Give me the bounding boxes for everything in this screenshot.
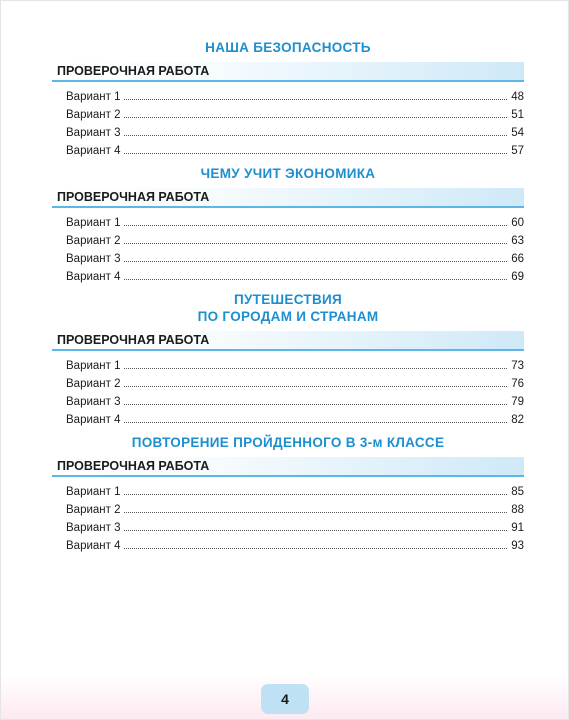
toc-section [52,31,524,157]
toc-entry[interactable] [52,211,524,229]
entry-list [52,208,524,283]
entry-page: 82 [511,414,524,426]
entry-page: 63 [511,235,524,247]
toc-entry[interactable] [52,498,524,516]
entry-page: 48 [511,91,524,103]
toc-entry[interactable] [52,390,524,408]
entry-label: Вариант 2 [66,109,121,121]
section-title-line: ПУТЕШЕСТВИЯ [233,292,343,307]
toc-entry[interactable] [52,534,524,552]
entry-list [52,351,524,426]
entry-page: 66 [511,253,524,265]
entry-label: Вариант 1 [66,360,121,372]
entry-label: Вариант 3 [66,253,121,265]
dot-leader [124,134,508,136]
toc-entry[interactable] [52,229,524,247]
toc-entry[interactable] [52,265,524,283]
toc-entry[interactable] [52,516,524,534]
entry-page: 69 [511,271,524,283]
entry-page: 85 [511,486,524,498]
dot-leader [124,116,508,118]
section-title-line: ПО ГОРОДАМ И СТРАНАМ [197,309,379,324]
toc-entry[interactable] [52,408,524,426]
entry-page: 76 [511,378,524,390]
entry-label: Вариант 4 [66,145,121,157]
dot-leader [124,385,508,387]
entry-page: 57 [511,145,524,157]
section-title [52,165,524,182]
entry-page: 54 [511,127,524,139]
subheading: ПРОВЕРОЧНАЯ РАБОТА [52,188,524,208]
entry-label: Вариант 3 [66,127,121,139]
dot-leader [124,403,508,405]
entry-page: 88 [511,504,524,516]
entry-page: 60 [511,217,524,229]
toc-section [52,434,524,552]
dot-leader [124,529,508,531]
toc-entry[interactable] [52,139,524,157]
section-title [52,434,524,451]
subheading: ПРОВЕРОЧНАЯ РАБОТА [52,457,524,477]
entry-page: 91 [511,522,524,534]
entry-label: Вариант 1 [66,91,121,103]
dot-leader [124,98,508,100]
entry-label: Вариант 4 [66,540,121,552]
toc-section [52,165,524,283]
dot-leader [124,547,508,549]
entry-label: Вариант 1 [66,486,121,498]
dot-leader [124,278,508,280]
section-title-line: ПОВТОРЕНИЕ ПРОЙДЕННОГО В 3-м КЛАССЕ [131,435,445,450]
dot-leader [124,511,508,513]
entry-label: Вариант 2 [66,378,121,390]
toc-entry[interactable] [52,121,524,139]
section-title-line: ЧЕМУ УЧИТ ЭКОНОМИКА [200,166,376,181]
toc-section [52,291,524,426]
entry-label: Вариант 4 [66,271,121,283]
entry-label: Вариант 2 [66,504,121,516]
dot-leader [124,493,508,495]
entry-list [52,82,524,157]
page-number-badge [261,684,309,714]
entry-label: Вариант 3 [66,522,121,534]
entry-page: 93 [511,540,524,552]
toc-entry[interactable] [52,372,524,390]
section-title-line: НАША БЕЗОПАСНОСТЬ [205,40,371,55]
subheading: ПРОВЕРОЧНАЯ РАБОТА [52,62,524,82]
toc-entry[interactable] [52,103,524,121]
entry-page: 79 [511,396,524,408]
entry-label: Вариант 4 [66,414,121,426]
entry-label: Вариант 3 [66,396,121,408]
dot-leader [124,152,508,154]
dot-leader [124,421,508,423]
toc-entry[interactable] [52,247,524,265]
dot-leader [124,224,508,226]
entry-label: Вариант 2 [66,235,121,247]
section-title [52,291,524,325]
dot-leader [124,242,508,244]
toc-entry[interactable] [52,85,524,103]
entry-list [52,477,524,552]
dot-leader [124,367,508,369]
entry-page: 51 [511,109,524,121]
entry-label: Вариант 1 [66,217,121,229]
page-number: 4 [281,691,289,707]
section-title [52,39,524,56]
table-of-contents [52,31,524,560]
toc-entry[interactable] [52,354,524,372]
entry-page: 73 [511,360,524,372]
dot-leader [124,260,508,262]
subheading: ПРОВЕРОЧНАЯ РАБОТА [52,331,524,351]
toc-entry[interactable] [52,480,524,498]
